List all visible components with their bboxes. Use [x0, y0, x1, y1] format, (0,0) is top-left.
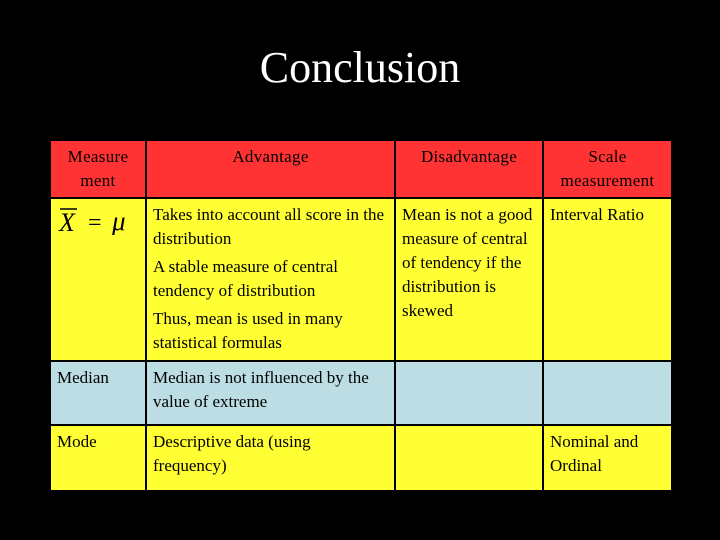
mean-advantage-1: Takes into account all score in the distribution: [153, 205, 385, 248]
mode-measure-cell: Mode: [50, 425, 146, 491]
median-measure-cell: Median: [50, 361, 146, 425]
mean-disadvantage-cell: Mean is not a good measure of central of tendency if the distribution is skewed: [395, 198, 543, 361]
svg-text:μ: μ: [112, 206, 126, 235]
table-header-row: [50, 140, 672, 198]
header-scale-measurement: Scale measurement: [543, 140, 672, 198]
median-scale-cell: [543, 361, 672, 425]
header-measurement: Measure ment: [50, 140, 146, 198]
median-advantage-cell: Median is not influenced by the value of extreme: [146, 361, 395, 425]
mode-disadvantage-cell: [395, 425, 543, 491]
mean-advantage-3: Thus, mean is used in many statistical formulas: [153, 309, 343, 352]
mean-formula-graphic: [57, 205, 137, 235]
svg-text:X: X: [59, 208, 75, 235]
mode-scale-cell: Nominal and Ordinal: [543, 425, 672, 491]
mean-formula-cell: [50, 198, 146, 361]
table-row-mean: [50, 198, 672, 361]
table-row-median: [50, 361, 672, 425]
comparison-table: [49, 139, 673, 492]
mean-advantage-cell: [146, 198, 395, 361]
svg-text:=: =: [88, 210, 102, 235]
header-advantage: Advantage: [146, 140, 395, 198]
table-row-mode: [50, 425, 672, 491]
median-disadvantage-cell: [395, 361, 543, 425]
mode-advantage-cell: Descriptive data (using frequency): [146, 425, 395, 491]
slide-title: Conclusion: [259, 43, 461, 92]
mean-formula: [57, 203, 139, 235]
header-disadvantage: Disadvantage: [395, 140, 543, 198]
mean-advantage-2: A stable measure of central tendency of distribution: [153, 257, 339, 300]
mean-scale-cell: Interval Ratio: [543, 198, 672, 361]
